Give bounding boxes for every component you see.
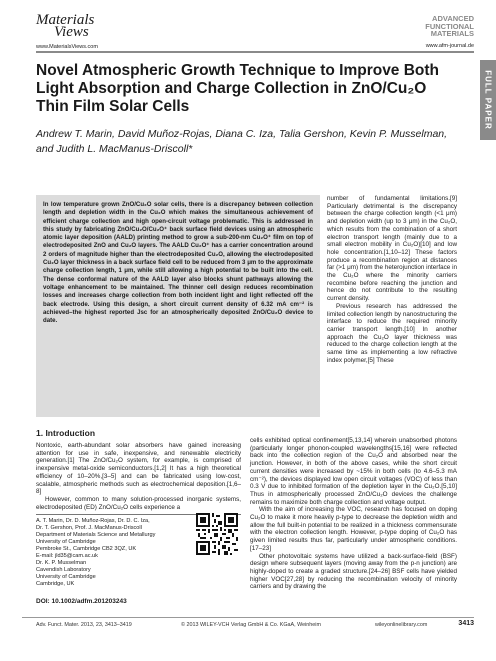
left-column-body <box>36 442 241 511</box>
affiliation-line: Pembroke St., Cambridge CB2 3QZ, UK <box>36 546 137 552</box>
footer-journal-citation: Adv. Funct. Mater. 2013, 23, 3413–3419 <box>36 622 132 628</box>
affiliation-line: University of Cambridge <box>36 574 96 580</box>
section-heading-introduction: 1. Introduction <box>36 428 96 438</box>
full-paper-side-tab <box>480 60 496 140</box>
paragraph: number of fundamental limitations.[9] Particularly detrimental is the discrepancy between the charge collection length (<1 μm) and depletion width (up to 3 μm) in the Cu₂O, which results from the combination of a short electron transport length (mainly due to a small electron mobility in Cu₂O)[10] and low hole concentration.[1,10–12] These factors produce a recombination region at distances far (>1 μm) from the heterojunction interface in the Cu₂O where the minority carriers recombine before reaching the junction and hence do not contribute to the resulting current density. <box>327 195 457 303</box>
afm-logo-line2: FUNCTIONAL <box>425 21 474 31</box>
affiliation-line: University of Cambridge <box>36 539 96 545</box>
afm-logo <box>425 15 474 38</box>
header-divider <box>36 51 474 53</box>
article-title: Novel Atmospheric Growth Technique to Improve Both Light Absorption and Charge Collection in ZnO/Cu₂O Thin Film Solar Cells <box>36 62 440 115</box>
affiliation-line: A. T. Marin, Dr. D. Muñoz-Rojas, Dr. D. C. Iza, <box>36 518 150 524</box>
affiliation-block <box>36 518 186 588</box>
right-column-top <box>327 195 457 364</box>
author-list: Andrew T. Marin, David Muñoz-Rojas, Diana C. Iza, Talia Gershon, Kevin P. Musselman, and Judith L. MacManus-Driscoll* <box>36 128 448 155</box>
abstract-text: In low temperature grown ZnO/Cu₂O solar cells, there is a discrepancy between collection length and depletion width in the Cu₂O which makes the simultaneous achievement of efficient charge collection and high open-circuit voltage problematic. This is addressed in this study by fabricating ZnO/Cu₂O/Cu₂O⁺ back surface field devices using an atmospheric atomic layer deposition (AALD) printing method to grow a sub-200-nm Cu₂O⁺ film on top of electrodeposited ZnO and Cu₂O layers. The AALD Cu₂O⁺ has a carrier concentration around 2 orders of magnitude higher than the electrodeposited Cu₂O, allowing the electrodeposited Cu₂O layer thickness in a back surface field cell to be reduced from 3 μm to the approximate charge collection length, 1 μm, while still allowing a high potential to be built into the cell. The dense conformal nature of the AALD layer also blocks shunt pathways allowing the voltage enhancement to be maintained. The thinner cell design reduces recombination losses and increases charge collection from both incident light and light reflected off the back electrode. Using this design, a short circuit current density of 6.32 mA cm⁻² is achieved–the highest reported Jsc for an atmospherically deposited ZnO/Cu₂O device to date. <box>43 201 313 325</box>
affiliation-line: Dr. T. Gershon, Prof. J. MacManus-Driscoll <box>36 525 142 531</box>
paragraph: Nontoxic, earth-abundant solar absorbers have gained increasing attention for use in safe, inexpensive, and renewable electricity generation.[1] The ZnO/Cu₂O system, for example, is comprised of inexpensive metal-oxide semiconductors.[1,2] It has a high theoretical efficiency of 10–20%,[3–5] and can be fabricated using low-cost, scalable, atmospheric methods such as electrochemical deposition.[1,6–8] <box>36 442 241 496</box>
right-column-body <box>250 437 457 591</box>
affiliation-email[interactable]: E-mail: jld35@cam.ac.uk <box>36 553 98 559</box>
footer-copyright: © 2013 WILEY-VCH Verlag GmbH & Co. KGaA, Weinheim <box>181 622 321 628</box>
paragraph: With the aim of increasing the VOC, research has focused on doping Cu₂O to make it more heavily p-type to decrease the depletion width and allow the full built-in potential to be realized in a thickness commensurate with the electron collection length. However, p-type doping of Cu₂O has given limited results thus far, particularly under atmospheric conditions.[17–23] <box>250 506 457 552</box>
abstract-box <box>36 195 320 417</box>
materials-views-url[interactable]: www.MaterialsViews.com <box>36 44 98 50</box>
affiliation-line: Dr. K. P. Musselman <box>36 560 87 566</box>
doi-label[interactable]: DOI: 10.1002/adfm.201203243 <box>36 598 127 605</box>
materials-views-logo <box>36 14 96 38</box>
affiliation-line: Cambridge, UK <box>36 581 75 587</box>
paragraph: Other photovoltaic systems have utilized a back-surface-field (BSF) design where subsequent layers (moving away from the p-n junction) are highly-doped to create a graded structure.[24–26] BSF cells have yielded higher VOC[27,28] by reducing the recombination velocity of minority carriers and by drawing the <box>250 552 457 591</box>
afm-journal-url[interactable]: www.afm-journal.de <box>425 43 474 49</box>
mv-logo-line1: Materials <box>36 12 95 28</box>
afm-logo-line3: MATERIALS <box>430 29 474 38</box>
paragraph: cells exhibited optical confinement[5,13,14] wherein unabsorbed photons (particularly longer phonon-coupled wavelengths[15,16] were reflected back into the collection region of the Cu₂O and absorbed near the junction. However, in both of the above cases, while the short circuit current densities were increased by ~15% in both cells (to 4.6–5.3 mA cm⁻²), the devices displayed low open circuit voltages (VOC) of less than 0.3 V due to inhibited formation of the depletion layer in the Cu₂O.[5,10] Thus in atmospherically processed ZnO/Cu₂O devices the challenge remains to maximize both charge collection and voltage output. <box>250 437 457 506</box>
footer-url[interactable]: wileyonlinelibrary.com <box>375 622 428 628</box>
paragraph: However, common to many solution-processed inorganic systems, electrodeposited (ED) ZnO/Cu₂O cells experience a <box>36 495 241 511</box>
side-tab-label: FULL PAPER <box>483 70 493 130</box>
footer-divider <box>22 617 474 618</box>
mv-logo-line2: Views <box>54 24 89 40</box>
qr-code-icon[interactable] <box>196 513 238 555</box>
afm-logo-line1: ADVANCED <box>432 14 474 23</box>
paragraph: Previous research has addressed the limited collection length by nanostructuring the interface to reduce the required minority carrier transport length.[10] In another approach the Cu₂O layer thickness was reduced to the charge collection length at the same time as implementing a low refractive index polymer,[5] These <box>327 302 457 364</box>
page-number: 3413 <box>458 620 474 627</box>
affiliation-line: Cavendish Laboratory <box>36 567 91 573</box>
affiliation-line: Department of Materials Science and Metallurgy <box>36 532 156 538</box>
